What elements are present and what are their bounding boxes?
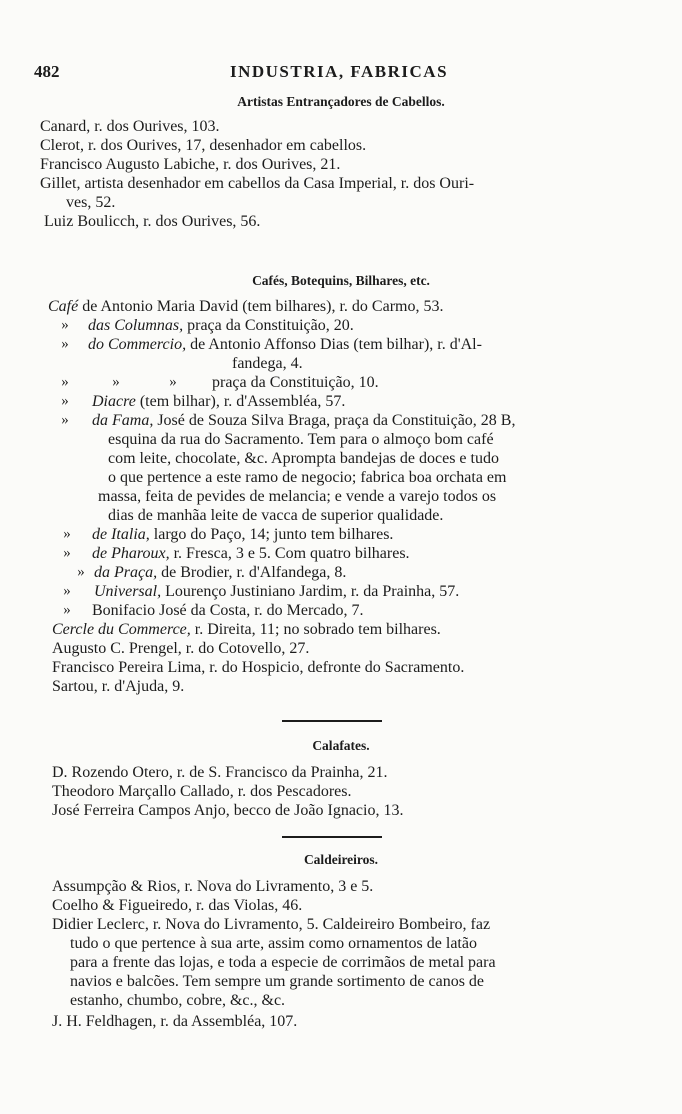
entry-continuation: navios e balcões. Tem sempre um grande sortimento de canos de bbox=[70, 973, 485, 990]
entry bbox=[48, 297, 443, 316]
entry: Clerot, r. dos Ourives, 17, desenhador em cabellos. bbox=[40, 137, 367, 154]
entry-text: de Brodier, r. d'Alfandega, 8. bbox=[157, 564, 347, 581]
ditto-mark: » bbox=[112, 374, 120, 390]
entry-text: de Antonio Maria David (tem bilhares), r. do Carmo, 53. bbox=[78, 298, 444, 315]
entry-continuation: tudo o que pertence à sua arte, assim como ornamentos de latão bbox=[70, 935, 477, 952]
entry-lead: da Praça, bbox=[94, 564, 158, 581]
ditto-mark: » bbox=[63, 545, 71, 561]
entry: J. H. Feldhagen, r. da Assembléa, 107. bbox=[52, 1013, 298, 1030]
ditto-mark: » bbox=[63, 583, 71, 599]
entry-lead: do Commercio, bbox=[88, 336, 187, 353]
entry-text: de Antonio Affonso Dias (tem bilhar), r. d'Al- bbox=[186, 336, 482, 353]
entry-continuation: fandega, 4. bbox=[232, 355, 303, 372]
page-header bbox=[34, 62, 644, 84]
entry-lead: de Italia, bbox=[92, 526, 150, 543]
entry: Bonifacio José da Costa, r. do Mercado, 7. bbox=[92, 602, 364, 619]
entry-text: José de Souza Silva Braga, praça da Constituição, 28 B, bbox=[153, 412, 516, 429]
entry: Gillet, artista desenhador em cabellos da Casa Imperial, r. dos Ouri- bbox=[40, 175, 475, 192]
entry-continuation: massa, feita de pevides de melancia; e vende a varejo todos os bbox=[98, 488, 497, 505]
entry bbox=[94, 582, 459, 601]
ditto-mark: » bbox=[63, 602, 71, 618]
ditto-mark: » bbox=[169, 374, 177, 390]
section-title-cafes: Cafés, Botequins, Bilhares, etc. bbox=[252, 273, 430, 288]
entry bbox=[52, 620, 441, 639]
ditto-mark: » bbox=[63, 526, 71, 542]
entry bbox=[92, 392, 345, 411]
entry-lead: das Columnas, bbox=[88, 317, 184, 334]
ditto-mark: » bbox=[61, 374, 69, 390]
entry-continuation: com leite, chocolate, &c. Apromptа bandejas de doces e tudo bbox=[108, 450, 499, 467]
entry-text: Lourenço Justiniano Jardim, r. da Prainha, 57. bbox=[161, 583, 460, 600]
running-title: INDUSTRIA, FABRICAS bbox=[229, 62, 449, 81]
entry: Francisco Pereira Lima, r. do Hospicio, defronte do Sacramento. bbox=[52, 659, 465, 676]
ditto-mark: » bbox=[77, 564, 85, 580]
entry-text: r. Fresca, 3 e 5. Com quatro bilhares. bbox=[169, 545, 410, 562]
entry: Didier Leclerc, r. Nova do Livramento, 5. Caldeireiro Bombeiro, faz bbox=[52, 916, 491, 933]
section-title-calafates: Calafates. bbox=[312, 738, 370, 753]
entry: D. Rozendo Otero, r. de S. Francisco da Prainha, 21. bbox=[52, 764, 388, 781]
ditto-mark: » bbox=[61, 412, 69, 428]
entry-continuation: esquina da rua do Sacramento. Tem para o almoço bom café bbox=[108, 431, 494, 448]
entry bbox=[92, 525, 393, 544]
entry-lead: da Fama, bbox=[92, 412, 154, 429]
section-divider bbox=[282, 836, 382, 838]
entry-text: r. Direita, 11; no sobrado tem bilhares. bbox=[190, 621, 441, 638]
entry-continuation: para a frente das lojas, e toda a especie de corrimãos de metal para bbox=[70, 954, 496, 971]
entry-lead: de Pharoux, bbox=[92, 545, 170, 562]
entry-lead: Diacre bbox=[92, 393, 136, 410]
entry-continuation: estanho, chumbo, cobre, &c., &c. bbox=[70, 992, 286, 1009]
entry bbox=[88, 335, 482, 354]
ditto-mark: » bbox=[61, 393, 69, 409]
entry-continuation: ves, 52. bbox=[66, 194, 116, 211]
entry-continuation: dias de manhãa leite de vacca de superior qualidade. bbox=[108, 507, 444, 524]
ditto-mark: » bbox=[61, 317, 69, 333]
entry bbox=[92, 411, 515, 430]
entry: Coelho & Figueiredo, r. das Violas, 46. bbox=[52, 897, 303, 914]
entry: Luiz Boulicch, r. dos Ourives, 56. bbox=[44, 213, 261, 230]
entry-lead: Café bbox=[48, 298, 79, 315]
entry-text: praça da Constituição, 20. bbox=[183, 317, 354, 334]
section-title-caldeireiros: Caldeireiros. bbox=[303, 852, 379, 867]
entry: praça da Constituição, 10. bbox=[212, 374, 379, 391]
entry-text: (tem bilhar), r. d'Assembléa, 57. bbox=[135, 393, 346, 410]
entry bbox=[94, 563, 346, 582]
entry: Francisco Augusto Labiche, r. dos Ourives, 21. bbox=[40, 156, 341, 173]
entry bbox=[88, 316, 354, 335]
entry-lead: Universal, bbox=[94, 583, 162, 600]
section-title-artistas: Artistas Entrançadores de Cabellos. bbox=[237, 94, 445, 109]
entry bbox=[92, 544, 410, 563]
ditto-mark: » bbox=[61, 336, 69, 352]
page-number: 482 bbox=[34, 62, 60, 81]
entry: Augusto C. Prengel, r. do Cotovello, 27. bbox=[52, 640, 310, 657]
section-divider bbox=[282, 720, 382, 722]
entry: Sartou, r. d'Ajuda, 9. bbox=[52, 678, 185, 695]
entry: José Ferreira Campos Anjo, becco de João Ignacio, 13. bbox=[52, 802, 404, 819]
entry-continuation: o que pertence a este ramo de negocio; fabrica boa orchata em bbox=[108, 469, 507, 486]
entry: Theodoro Marçallo Callado, r. dos Pescadores. bbox=[52, 783, 352, 800]
entry: Canard, r. dos Ourives, 103. bbox=[40, 118, 220, 135]
entry-text: largo do Paço, 14; junto tem bilhares. bbox=[149, 526, 394, 543]
entry-lead: Cercle du Commerce, bbox=[52, 621, 191, 638]
entry: Assumpção & Rios, r. Nova do Livramento, 3 e 5. bbox=[52, 878, 374, 895]
